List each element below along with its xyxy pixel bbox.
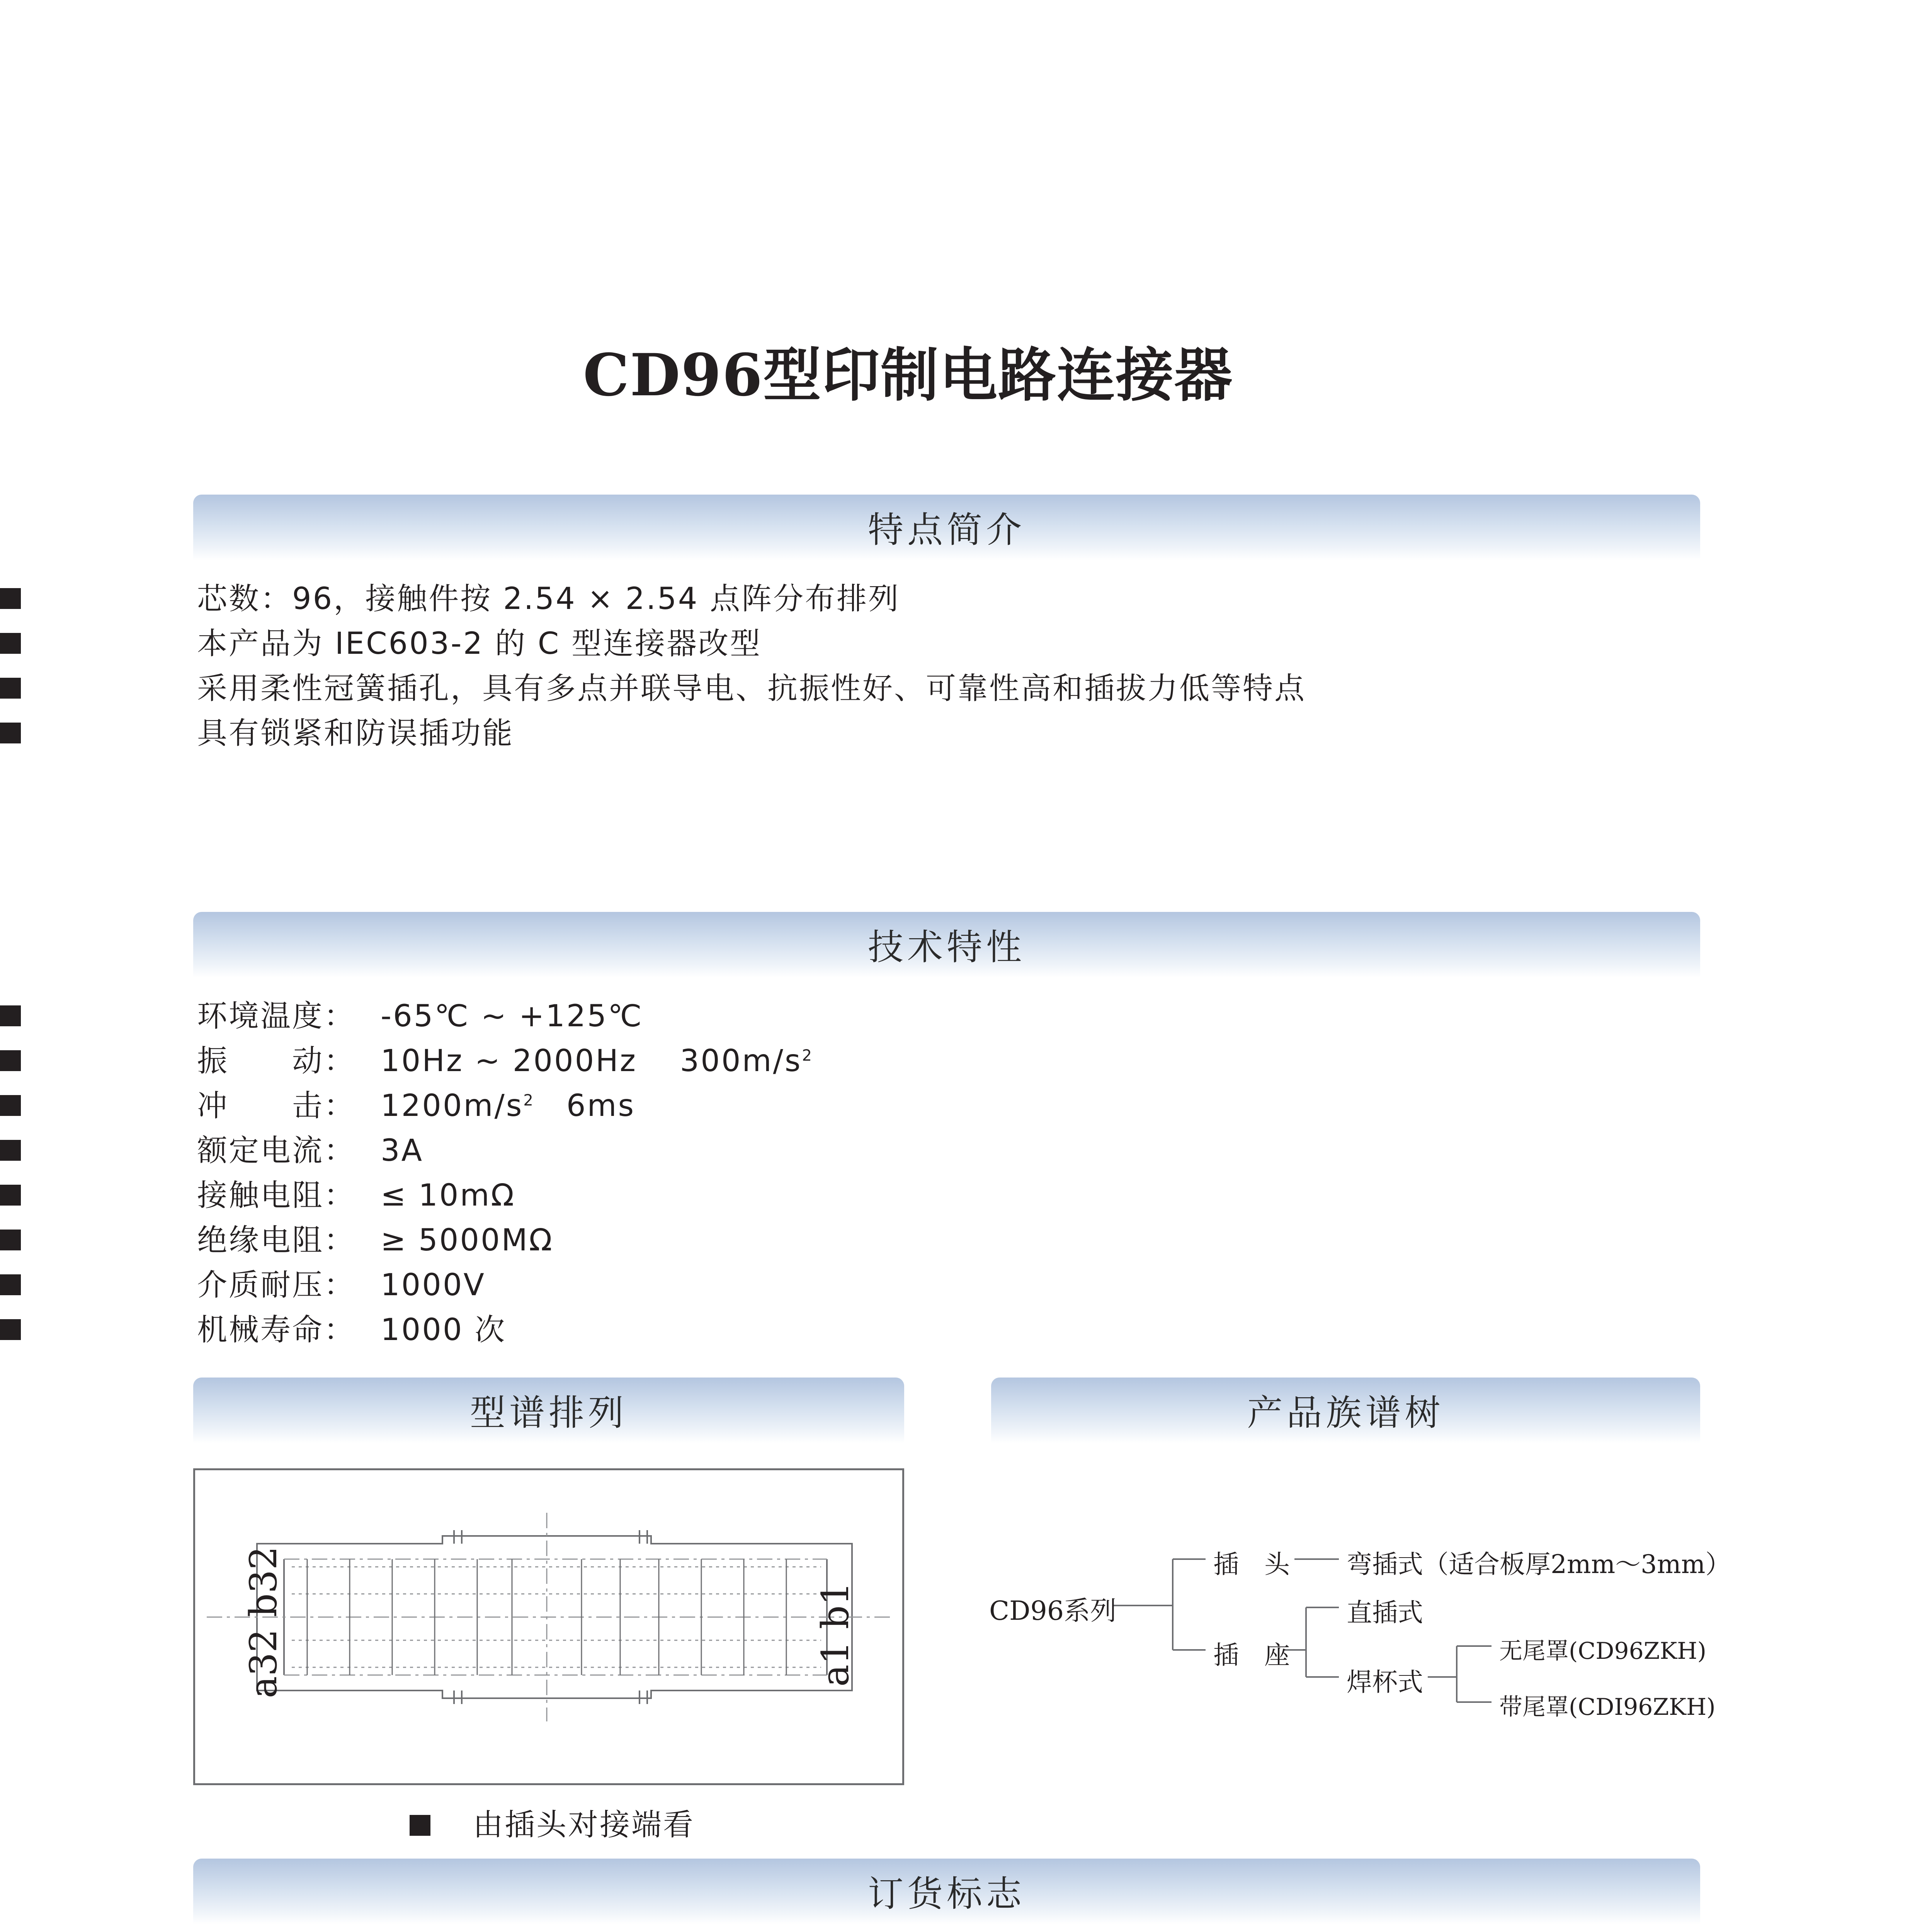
pin-layout-drawing [195,1470,902,1783]
bullet-square-icon [0,633,21,654]
tree-with-tail: 带尾罩(CDI96ZKH) [1499,1694,1716,1721]
spec-item: 振 动： 10Hz ~ 2000Hz $300m/s^2$ [197,1039,813,1083]
pin-layout-diagram [193,1468,904,1785]
page-title: CD96型印制电路连接器 [583,341,1233,409]
features-heading: 特点简介 [867,509,1026,551]
layout-caption: 由插头对接端看 [410,1801,695,1844]
layout-header-band [193,1378,904,1443]
tree-socket: 插 座 [1213,1640,1290,1670]
features-list [197,577,1306,756]
family-tree-heading: 产品族谱树 [1247,1392,1444,1434]
bullet-square-icon [0,1230,21,1250]
bullet-square-icon [0,588,21,609]
family-tree-header-band [991,1378,1700,1443]
bullet-square-icon [0,1140,21,1161]
bullet-square-icon [0,1095,21,1116]
specs-header-band [193,912,1700,978]
bullet-square-icon [0,1005,21,1026]
bullet-square-icon [0,678,21,699]
layout-heading: 型谱排列 [469,1392,628,1434]
ordering-heading: 订货标志 [867,1873,1026,1915]
bullet-square-icon [0,1274,21,1295]
tree-plug-type: 弯插式（适合板厚2mm～3mm） [1347,1549,1731,1579]
tree-plug: 插 头 [1213,1549,1290,1579]
tree-root: CD96系列 [989,1596,1117,1626]
bullet-square-icon [0,723,21,743]
spec-item: 接触电阻： ≤ 10mΩ [197,1173,813,1218]
bullet-square-icon [0,1050,21,1071]
pin-label-right: a1 b1 [814,1582,857,1687]
tree-socket-straight: 直插式 [1347,1598,1423,1628]
feature-item: 芯数：96，接触件按 2.54 × 2.54 点阵分布排列 [197,577,1306,621]
feature-item: 采用柔性冠簧插孔，具有多点并联导电、抗振性好、可靠性高和插拔力低等特点 [197,666,1306,711]
tree-no-tail: 无尾罩(CD96ZKH) [1499,1638,1707,1665]
feature-item: 具有锁紧和防误插功能 [197,711,1306,756]
specs-list [197,994,813,1352]
spec-item: 绝缘电阻： ≥ 5000MΩ [197,1218,813,1263]
spec-item: 机械寿命： 1000 次 [197,1308,813,1352]
bullet-square-icon [0,1319,21,1340]
spec-item: 环境温度： -65℃ ~ +125℃ [197,994,813,1039]
specs-heading: 技术特性 [867,927,1026,968]
pin-label-left: a32 b32 [242,1546,285,1698]
ordering-header-band [193,1859,1700,1924]
bullet-square-icon [0,1185,21,1206]
tree-socket-solder: 焊杯式 [1347,1667,1423,1697]
spec-item: 介质耐压： 1000V [197,1263,813,1308]
bullet-square-icon [410,1815,430,1836]
features-header-band [193,495,1700,560]
spec-item: 冲 击： $1200m/s^2$ 6ms [197,1083,813,1128]
feature-item: 本产品为 IEC603-2 的 C 型连接器改型 [197,621,1306,666]
spec-item: 额定电流： 3A [197,1128,813,1173]
family-tree-diagram [989,1507,1731,1747]
